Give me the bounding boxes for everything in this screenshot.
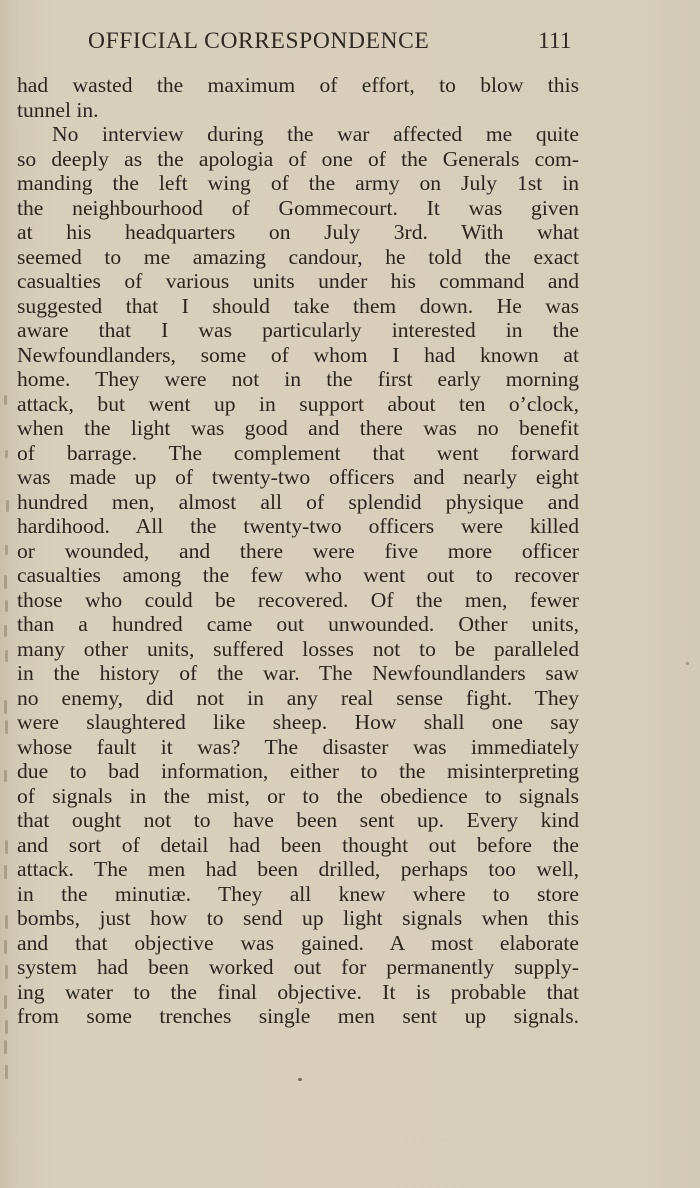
text-line: bombs, just how to send up light signals when this xyxy=(17,906,579,930)
text-line: the neighbourhood of Gommecourt. It was given xyxy=(17,195,579,220)
text-line: at his headquarters on July 3rd. With what xyxy=(17,220,579,244)
text-line: in the history of the war. The Newfoundlanders saw xyxy=(17,661,579,685)
text-line: system had been worked out for permanently supply- xyxy=(17,955,579,979)
text-line: that ought not to have been sent up. Every kind xyxy=(17,808,579,832)
text-line: due to bad information, either to the misinterpreting xyxy=(17,759,579,783)
text-line: attack, but went up in support about ten o’clock, xyxy=(17,391,579,416)
body-text xyxy=(17,73,579,1029)
text-line: of barrage. The complement that went forward xyxy=(17,440,579,465)
text-line: in the minutiæ. They all knew where to store xyxy=(17,881,579,906)
text-line: were slaughtered like sheep. How shall one say xyxy=(17,710,579,734)
page-number: 111 xyxy=(538,28,572,54)
text-line: aware that I was particularly interested in the xyxy=(17,318,579,342)
text-line: tunnel in. xyxy=(17,97,99,122)
text-line: when the light was good and there was no benefit xyxy=(17,416,579,440)
text-line: many other units, suffered losses not to be paralleled xyxy=(17,636,579,661)
running-title: OFFICIAL CORRESPONDENCE xyxy=(88,28,430,54)
text-line: so deeply as the apologia of one of the Generals com- xyxy=(17,146,579,171)
page-edge-shadow xyxy=(0,0,16,1188)
text-line: manding the left wing of the army on July 1st in xyxy=(17,171,579,195)
text-line: those who could be recovered. Of the men, fewer xyxy=(17,587,579,612)
text-line: hardihood. All the twenty-two officers were killed xyxy=(17,514,579,538)
text-line: Newfoundlanders, some of whom I had known at xyxy=(17,342,579,367)
text-line: hundred men, almost all of splendid physique and xyxy=(17,489,579,514)
text-line: and sort of detail had been thought out before the xyxy=(17,832,579,857)
text-line: casualties of various units under his command and xyxy=(17,269,579,293)
text-line: seemed to me amazing candour, he told the exact xyxy=(17,244,579,269)
text-line: suggested that I should take them down. He was xyxy=(17,293,579,318)
text-line: or wounded, and there were five more officer xyxy=(17,538,579,563)
text-line: no enemy, did not in any real sense fight. They xyxy=(17,685,579,710)
ink-speck xyxy=(298,1078,302,1081)
text-line: of signals in the mist, or to the obedience to signals xyxy=(17,783,579,808)
text-line: attack. The men had been drilled, perhaps too well, xyxy=(17,857,579,881)
running-head xyxy=(0,28,700,60)
text-line: No interview during the war affected me quite xyxy=(52,122,579,146)
text-line: home. They were not in the first early morning xyxy=(17,367,579,391)
text-line: had wasted the maximum of effort, to blow this xyxy=(17,73,579,97)
text-line: casualties among the few who went out to recover xyxy=(17,563,579,587)
text-line: and that objective was gained. A most elaborate xyxy=(17,930,579,955)
text-line: whose fault it was? The disaster was immediately xyxy=(17,734,579,759)
text-line: ing water to the final objective. It is probable that xyxy=(17,979,579,1004)
ink-speck xyxy=(686,662,689,665)
text-line: from some trenches single men sent up signals. xyxy=(17,1004,579,1028)
text-line: than a hundred came out unwounded. Other units, xyxy=(17,612,579,636)
text-line: was made up of twenty-two officers and nearly eight xyxy=(17,465,579,489)
